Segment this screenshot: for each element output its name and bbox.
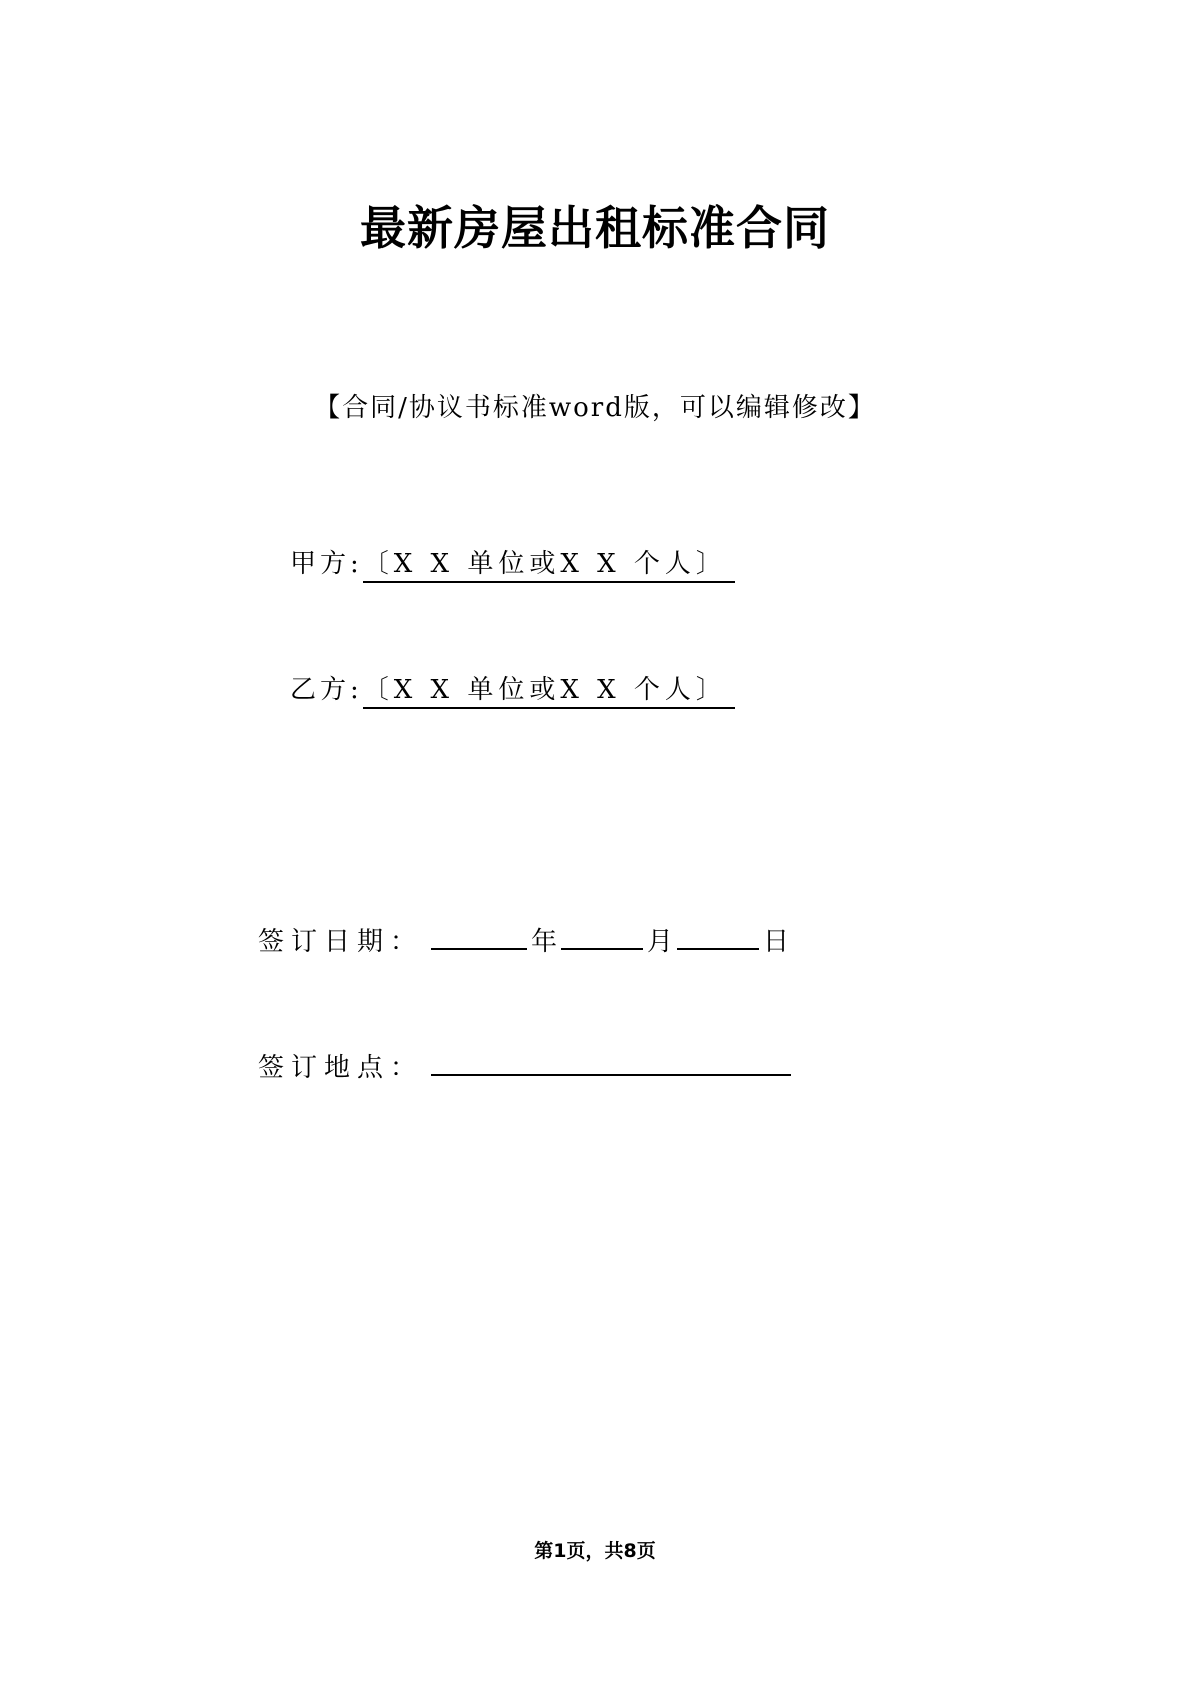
document-title: 最新房屋出租标准合同 xyxy=(360,201,830,255)
year-unit: 年 xyxy=(531,927,558,957)
document-subtitle: 【合同/协议书标准word版，可以编辑修改】 xyxy=(314,393,876,423)
party-b-label: 乙方: xyxy=(290,675,363,705)
signing-place-line xyxy=(258,1044,791,1088)
signing-place-label: 签订地点： xyxy=(258,1053,424,1083)
party-b-line xyxy=(290,670,735,710)
party-a-value: 〔X X 单位或X X 个人〕 xyxy=(363,547,735,583)
year-blank xyxy=(431,918,527,950)
month-blank xyxy=(561,918,643,950)
signing-date-label: 签订日期： xyxy=(258,927,424,957)
day-unit: 日 xyxy=(763,927,790,957)
party-b-value: 〔X X 单位或X X 个人〕 xyxy=(363,673,735,709)
day-blank xyxy=(677,918,759,950)
page-indicator: 第1页，共8页 xyxy=(534,1540,656,1562)
party-a-label: 甲方: xyxy=(290,549,363,579)
place-blank xyxy=(431,1044,791,1076)
month-unit: 月 xyxy=(647,927,674,957)
party-a-line xyxy=(290,544,735,584)
signing-date-line xyxy=(258,918,793,962)
